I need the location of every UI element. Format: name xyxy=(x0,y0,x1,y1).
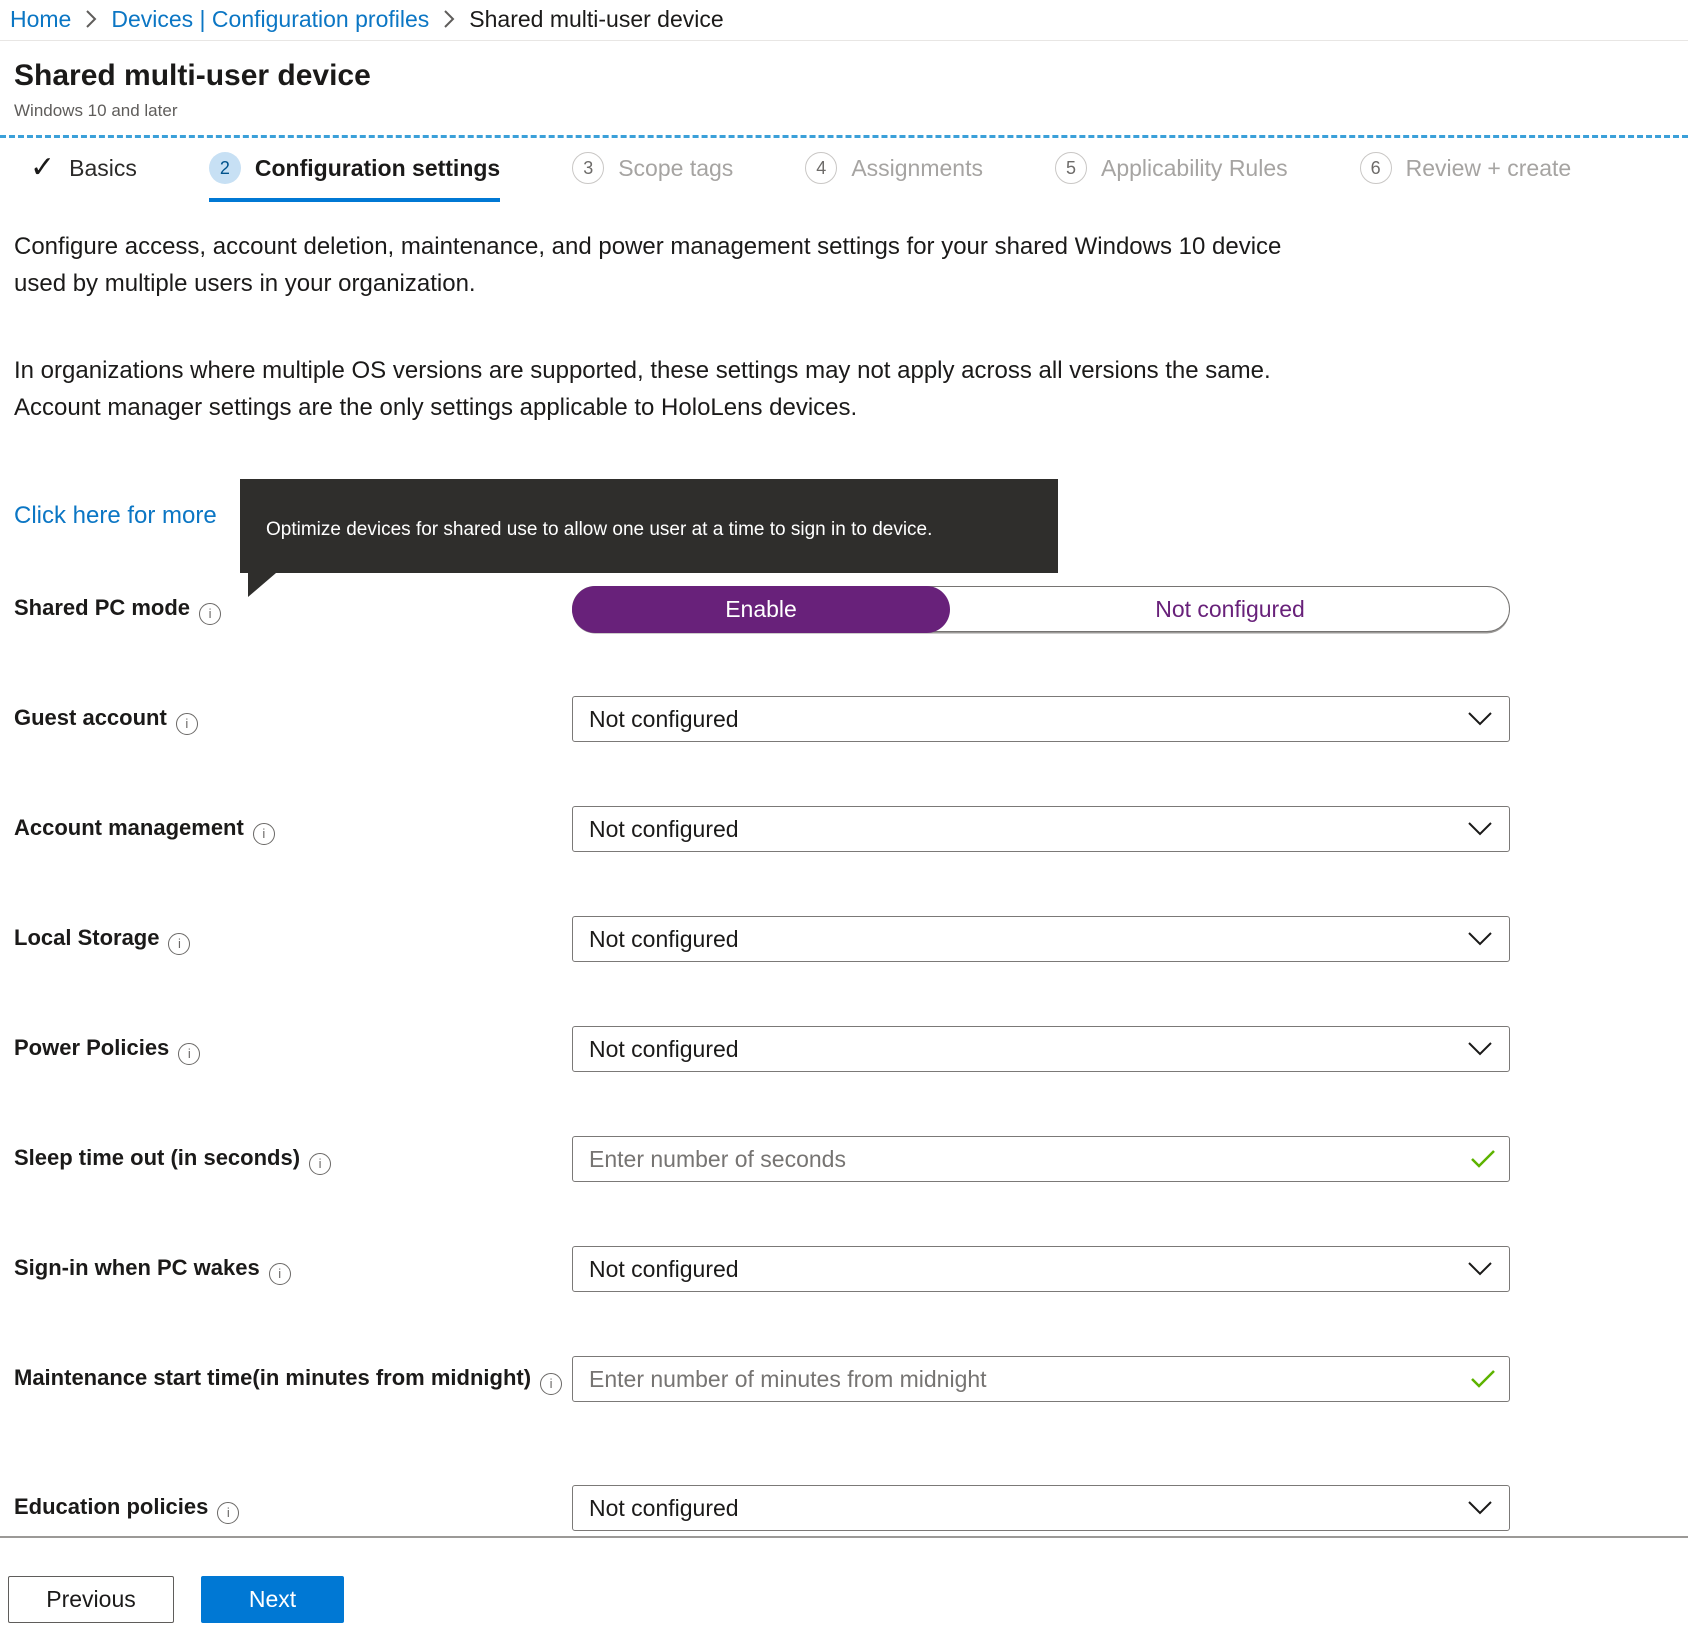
chevron-down-icon xyxy=(1467,931,1493,947)
configuration-form xyxy=(0,586,1688,1531)
form-row-account-management xyxy=(14,806,1674,852)
chevron-down-icon xyxy=(1467,1261,1493,1277)
tooltip-text: Optimize devices for shared use to allow one user at a time to sign in to device. xyxy=(266,519,933,540)
tab-label: Review + create xyxy=(1405,154,1572,181)
info-icon[interactable]: i xyxy=(178,1043,200,1065)
form-row-guest-account xyxy=(14,696,1674,742)
tab-review-create[interactable] xyxy=(1360,152,1572,202)
local-storage-label: Local Storage xyxy=(14,925,160,950)
dropdown-value: Not configured xyxy=(589,925,739,952)
tab-assignments[interactable] xyxy=(805,152,983,202)
tab-configuration-settings[interactable] xyxy=(209,152,500,202)
form-row-sleep-timeout xyxy=(14,1136,1674,1182)
breadcrumb xyxy=(0,0,1688,41)
power-policies-dropdown[interactable] xyxy=(572,1026,1510,1072)
field-control-cell xyxy=(572,1356,1510,1402)
field-control-cell xyxy=(572,1485,1510,1531)
info-icon[interactable]: i xyxy=(309,1153,331,1175)
page-subtitle: Windows 10 and later xyxy=(14,101,178,120)
shared-pc-mode-tooltip xyxy=(240,479,1058,573)
valid-check-icon xyxy=(1470,1149,1496,1169)
intro-paragraph-2: In organizations where multiple OS versions are supported, these settings may not apply across all versions the same. Account manager settings are the only settings applicable to HoloLens devices. xyxy=(14,357,1271,421)
footer-divider xyxy=(0,1536,1688,1538)
footer-buttons xyxy=(8,1576,1688,1623)
field-control-cell xyxy=(572,916,1510,962)
chevron-right-icon xyxy=(443,9,455,29)
toggle-option-not-configured[interactable]: Not configured xyxy=(1155,595,1305,622)
chevron-down-icon xyxy=(1467,1041,1493,1057)
info-icon[interactable]: i xyxy=(269,1263,291,1285)
check-icon: ✓ xyxy=(30,151,56,184)
tab-scope-tags[interactable] xyxy=(572,152,733,202)
guest-account-label: Guest account xyxy=(14,705,167,730)
shared-pc-mode-toggle[interactable] xyxy=(572,586,1510,632)
form-row-local-storage xyxy=(14,916,1674,962)
breadcrumb-configuration-profiles-link[interactable]: Devices | Configuration profiles xyxy=(111,5,430,32)
valid-check-icon xyxy=(1470,1369,1496,1389)
signin-when-pc-wakes-label: Sign-in when PC wakes xyxy=(14,1255,260,1280)
sleep-timeout-label: Sleep time out (in seconds) xyxy=(14,1145,301,1170)
field-label-cell xyxy=(14,1253,572,1285)
tab-label: Assignments xyxy=(851,154,983,181)
field-label-cell xyxy=(14,1363,572,1395)
tab-applicability-rules[interactable] xyxy=(1055,152,1288,202)
info-icon[interactable]: i xyxy=(168,933,190,955)
field-label-cell xyxy=(14,593,572,625)
dropdown-value: Not configured xyxy=(589,705,739,732)
sleep-timeout-input[interactable] xyxy=(572,1136,1510,1182)
guest-account-dropdown[interactable] xyxy=(572,696,1510,742)
form-row-maintenance-start-time xyxy=(14,1356,1674,1402)
field-label-cell xyxy=(14,1492,572,1524)
previous-button[interactable]: Previous xyxy=(8,1576,174,1623)
maintenance-start-time-label: Maintenance start time(in minutes from midnight) xyxy=(14,1365,532,1390)
field-label-cell xyxy=(14,1143,572,1175)
field-control-cell xyxy=(572,1136,1510,1182)
toggle-option-enable[interactable]: Enable xyxy=(572,586,950,633)
step-number-badge: 3 xyxy=(572,152,604,184)
account-management-label: Account management xyxy=(14,815,244,840)
field-control-cell xyxy=(572,1246,1510,1292)
education-policies-label: Education policies xyxy=(14,1494,209,1519)
tab-label: Applicability Rules xyxy=(1100,154,1288,181)
dropdown-value: Not configured xyxy=(589,815,739,842)
form-row-education-policies xyxy=(14,1485,1674,1531)
page-header xyxy=(0,41,1688,121)
chevron-down-icon xyxy=(1467,711,1493,727)
info-icon[interactable]: i xyxy=(199,603,221,625)
page-title: Shared multi-user device xyxy=(14,59,371,92)
power-policies-label: Power Policies xyxy=(14,1035,170,1060)
info-icon[interactable]: i xyxy=(217,1502,239,1524)
chevron-down-icon xyxy=(1467,821,1493,837)
wizard-steps xyxy=(0,138,1688,202)
chevron-down-icon xyxy=(1467,1500,1493,1516)
more-info-link[interactable]: Click here for more xyxy=(14,502,217,529)
local-storage-dropdown[interactable] xyxy=(572,916,1510,962)
intro-text xyxy=(0,228,1688,426)
education-policies-dropdown[interactable] xyxy=(572,1485,1510,1531)
maintenance-start-time-input[interactable] xyxy=(572,1356,1510,1402)
shared-pc-mode-label: Shared PC mode xyxy=(14,595,191,620)
field-label-cell xyxy=(14,703,572,735)
breadcrumb-current: Shared multi-user device xyxy=(469,5,724,32)
step-number-badge: 6 xyxy=(1360,152,1392,184)
step-number-badge: 2 xyxy=(209,152,241,184)
active-tab-underline xyxy=(209,198,500,202)
next-button[interactable]: Next xyxy=(201,1576,344,1623)
form-row-power-policies xyxy=(14,1026,1674,1072)
tab-label: Configuration settings xyxy=(254,154,501,181)
breadcrumb-home-link[interactable]: Home xyxy=(10,5,72,32)
dropdown-value: Not configured xyxy=(589,1494,739,1521)
intro-paragraph-1: Configure access, account deletion, maintenance, and power management settings for your shared Windows 10 device used by multiple users in your organization. xyxy=(14,233,1282,297)
tab-label: Scope tags xyxy=(618,154,734,181)
tab-label: Basics xyxy=(69,154,137,181)
signin-when-pc-wakes-dropdown[interactable] xyxy=(572,1246,1510,1292)
field-label-cell xyxy=(14,1033,572,1065)
field-control-cell xyxy=(572,586,1510,632)
chevron-right-icon xyxy=(85,9,97,29)
tab-basics[interactable] xyxy=(30,153,137,201)
info-icon[interactable]: i xyxy=(253,823,275,845)
info-icon[interactable]: i xyxy=(176,713,198,735)
dropdown-value: Not configured xyxy=(589,1255,739,1282)
field-label-cell xyxy=(14,923,572,955)
dropdown-value: Not configured xyxy=(589,1035,739,1062)
account-management-dropdown[interactable] xyxy=(572,806,1510,852)
field-control-cell xyxy=(572,1026,1510,1072)
field-control-cell xyxy=(572,696,1510,742)
step-number-badge: 4 xyxy=(805,152,837,184)
info-icon[interactable]: i xyxy=(540,1373,562,1395)
form-row-signin-when-pc-wakes xyxy=(14,1246,1674,1292)
field-control-cell xyxy=(572,806,1510,852)
field-label-cell xyxy=(14,813,572,845)
step-number-badge: 5 xyxy=(1055,152,1087,184)
